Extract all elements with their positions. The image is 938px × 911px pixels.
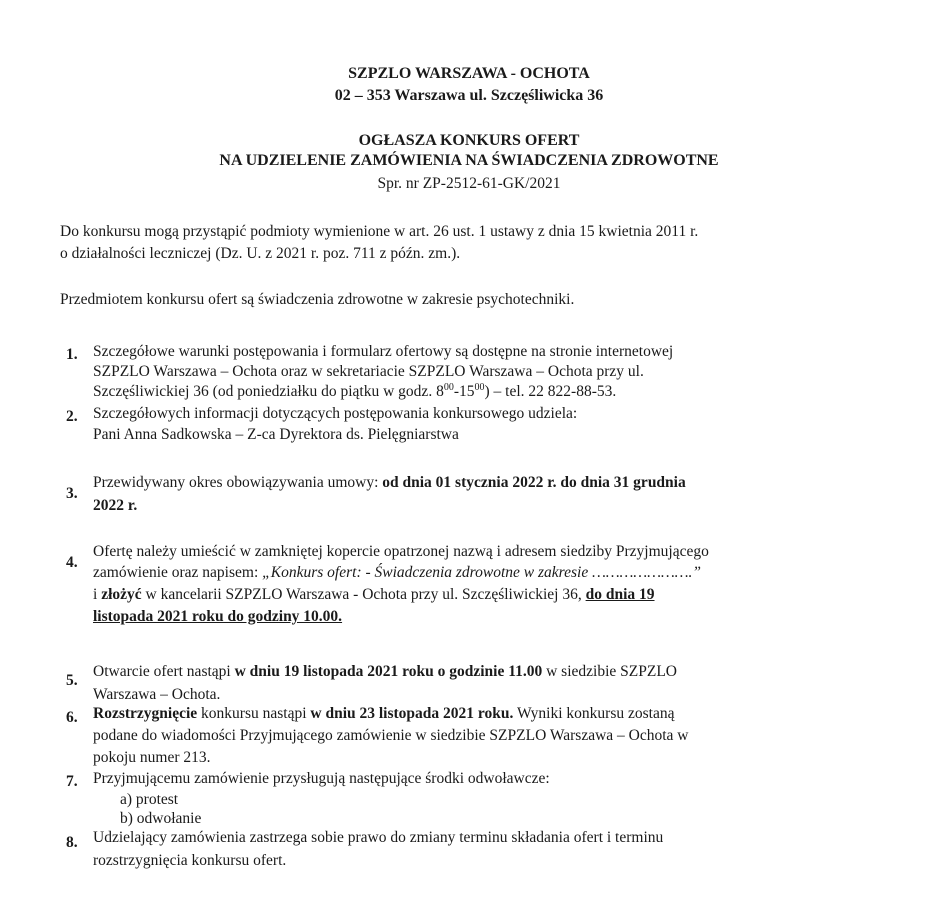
- item-3-line-2: 2022 r.: [93, 497, 138, 514]
- subject-text: Przedmiotem konkursu ofert są świadczenia zdrowotne w zakresie psychotechniki.: [60, 291, 575, 308]
- item-number-8: 8.: [66, 834, 78, 851]
- item-number-5: 5.: [66, 672, 78, 689]
- item-4-line-1: Ofertę należy umieścić w zamkniętej kopercie opatrzonej nazwą i adresem siedziby Przyjmującego: [93, 543, 709, 560]
- item-number-3: 3.: [66, 485, 78, 502]
- item-number-1: 1.: [66, 346, 78, 363]
- item-4-line-4: listopada 2021 roku do godziny 10.00.: [93, 608, 343, 625]
- item-5-line-1: Otwarcie ofert nastąpi w dniu 19 listopada 2021 roku o godzinie 11.00 w siedzibie SZPZLO: [93, 663, 677, 680]
- item-3-line-1: Przewidywany okres obowiązywania umowy: od dnia 01 stycznia 2022 r. do dnia 31 grudnia: [93, 474, 686, 491]
- reference-number: Spr. nr ZP-2512-61-GK/2021: [377, 175, 561, 192]
- item-6-line-1: Rozstrzygnięcie konkursu nastąpi w dniu 23 listopada 2021 roku. Wyniki konkursu zostaną: [93, 705, 675, 722]
- intro-line-2: o działalności leczniczej (Dz. U. z 2021 r. poz. 711 z późn. zm.).: [60, 245, 461, 262]
- item-7-option-b: b) odwołanie: [120, 810, 202, 827]
- item-1-line-1: Szczegółowe warunki postępowania i formularz ofertowy są dostępne na stronie internetowej: [93, 343, 674, 360]
- item-1-line-3: Szczęśliwickiej 36 (od poniedziałku do piątku w godz. $8^{00}-15^{00}$) – tel. 22 822-88-53.: [93, 381, 617, 400]
- item-7-option-a: a) protest: [120, 791, 179, 808]
- intro-line-1: Do konkursu mogą przystąpić podmioty wymienione w art. 26 ust. 1 ustawy z dnia 15 kwietnia 2011 r.: [60, 223, 699, 240]
- item-number-6: 6.: [66, 709, 78, 726]
- org-address: 02 – 353 Warszawa ul. Szczęśliwicka 36: [334, 87, 604, 104]
- item-4-line-2: zamówienie oraz napisem: „Konkurs ofert: - Świadczenia zdrowotne w zakresie ………………….”: [93, 564, 702, 581]
- item-number-2: 2.: [66, 408, 78, 425]
- item-6-line-2: podane do wiadomości Przyjmującego zamówienie w siedzibie SZPZLO Warszawa – Ochota w: [93, 727, 689, 744]
- item-7-line-1: Przyjmującemu zamówienie przysługują następujące środki odwoławcze:: [93, 770, 550, 787]
- item-8-line-2: rozstrzygnięcia konkursu ofert.: [93, 852, 287, 869]
- item-number-4: 4.: [66, 554, 78, 571]
- announcement-title: OGŁASZA KONKURS OFERT: [358, 132, 580, 149]
- item-2-line-1: Szczegółowych informacji dotyczących postępowania konkursowego udziela:: [93, 405, 578, 422]
- item-5-line-2: Warszawa – Ochota.: [93, 686, 221, 703]
- item-4-line-3: i złożyć w kancelarii SZPZLO Warszawa - Ochota przy ul. Szczęśliwickiej 36, do dnia 19: [93, 586, 655, 603]
- announcement-subtitle: NA UDZIELENIE ZAMÓWIENIA NA ŚWIADCZENIA ZDROWOTNE: [219, 152, 719, 169]
- item-1-line-2: SZPZLO Warszawa – Ochota oraz w sekretariacie SZPZLO Warszawa – Ochota przy ul.: [93, 363, 644, 380]
- item-8-line-1: Udzielający zamówienia zastrzega sobie prawo do zmiany terminu składania ofert i terminu: [93, 829, 664, 846]
- item-2-line-2: Pani Anna Sadkowska – Z-ca Dyrektora ds. Pielęgniarstwa: [93, 426, 459, 443]
- org-name: SZPZLO WARSZAWA - OCHOTA: [348, 65, 590, 82]
- item-number-7: 7.: [66, 773, 78, 790]
- item-6-line-3: pokoju numer 213.: [93, 749, 211, 766]
